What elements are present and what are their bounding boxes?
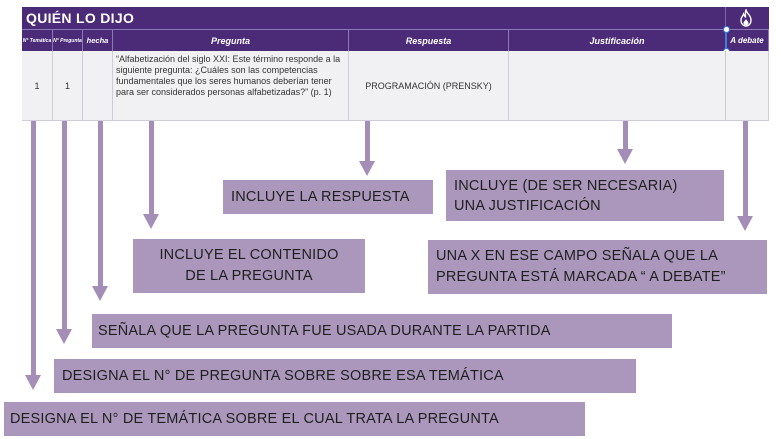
- annotation-tematica: DESIGNA EL N° DE TEMÁTICA SOBRE EL CUAL TRATA LA PREGUNTA: [4, 402, 585, 436]
- header-respuesta[interactable]: Respuesta: [349, 29, 509, 51]
- cell-justificacion[interactable]: [509, 51, 726, 121]
- arrow-debate: [743, 121, 748, 216]
- annotation-justificacion: INCLUYE (DE SER NECESARIA) UNA JUSTIFICACIÓN: [446, 170, 724, 221]
- annotation-debate: UNA X EN ESE CAMPO SEÑALA QUE LA PREGUNTA ESTÁ MARCADA “ A DEBATE”: [428, 240, 767, 294]
- cell-pregunta-num[interactable]: 1: [53, 51, 83, 121]
- cell-debate[interactable]: [726, 51, 769, 121]
- spreadsheet: [22, 7, 769, 121]
- annotation-pregunta: INCLUYE EL CONTENIDO DE LA PREGUNTA: [133, 239, 365, 293]
- header-hecha[interactable]: hecha: [83, 29, 113, 51]
- header-debate[interactable]: A debate: [726, 29, 769, 51]
- cell-tematica[interactable]: 1: [22, 51, 53, 121]
- arrow-hecha: [98, 121, 103, 286]
- cell-hecha[interactable]: [83, 51, 113, 121]
- selection-handle-top[interactable]: [723, 26, 730, 33]
- cell-respuesta[interactable]: PROGRAMACIÓN (PRENSKY): [349, 51, 509, 121]
- arrow-pregunta: [149, 121, 154, 214]
- annotation-hecha: SEÑALA QUE LA PREGUNTA FUE USADA DURANTE LA PARTIDA: [92, 314, 672, 348]
- sheet-title: QUIÉN LO DIJO: [26, 10, 135, 26]
- header-tematica[interactable]: N° Temática: [22, 29, 53, 51]
- fire-cell[interactable]: [725, 7, 766, 29]
- arrow-pregunta-num: [62, 121, 67, 329]
- arrow-justificacion: [623, 121, 628, 149]
- arrow-respuesta: [365, 121, 370, 161]
- sheet-title-bar: [22, 7, 769, 29]
- annotation-pregunta-num: DESIGNA EL N° DE PREGUNTA SOBRE SOBRE ESA TEMÁTICA: [54, 359, 636, 393]
- fire-icon: [739, 9, 753, 27]
- header-pregunta[interactable]: Pregunta: [113, 29, 349, 51]
- header-pregunta-num[interactable]: N° Pregunta: [53, 29, 83, 51]
- annotation-respuesta: INCLUYE LA RESPUESTA: [223, 180, 433, 214]
- arrow-tematica: [31, 121, 36, 375]
- header-justificacion[interactable]: Justificación: [509, 29, 726, 51]
- cell-pregunta[interactable]: “Alfabetización del siglo XXI: Este término responde a la siguiente pregunta: ¿Cuáles son las competencias fundamentales que los seres humanos deberían tener para ser considerados personas alfabetizadas?” (p. 1): [113, 51, 349, 121]
